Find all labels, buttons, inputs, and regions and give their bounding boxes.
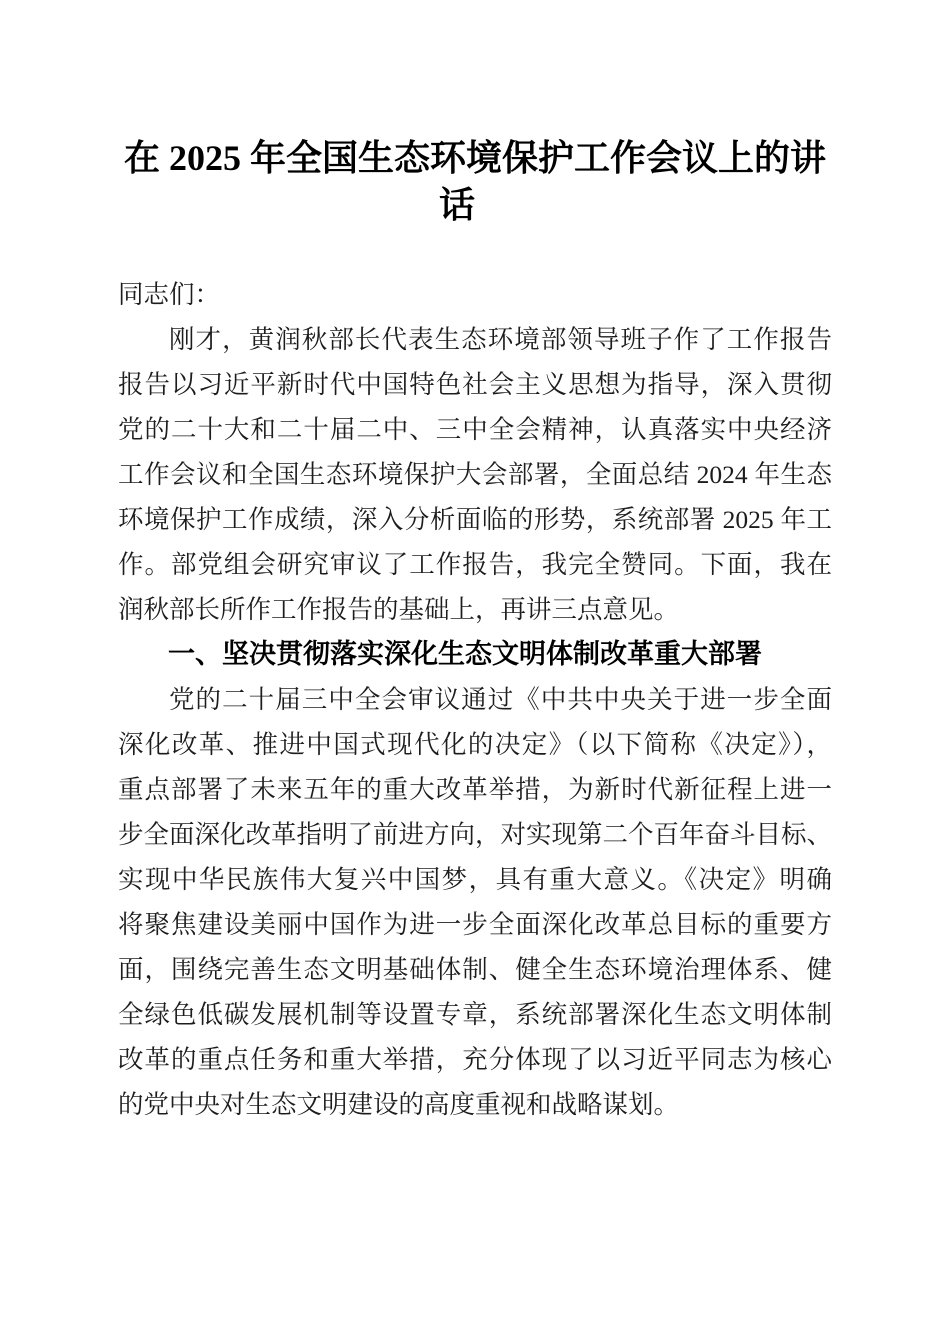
title-line: 在 2025 年全国生态环境保护工作会议上的讲 bbox=[123, 138, 826, 178]
body-line: 润秋部长所作工作报告的基础上，再讲三点意见。 bbox=[118, 595, 680, 624]
body-line: 面，围绕完善生态文明基础体制、健全生态环境治理体系、健 bbox=[118, 955, 832, 984]
document-body bbox=[118, 272, 832, 1127]
body-line: 重点部署了未来五年的重大改革举措，为新时代新征程上进一 bbox=[118, 775, 832, 804]
body-line: 同志们： bbox=[118, 280, 221, 309]
body-line: 的党中央对生态文明建设的高度重视和战略谋划。 bbox=[118, 1090, 680, 1119]
body-line: 实现中华民族伟大复兴中国梦，具有重大意义。《决定》明确 bbox=[118, 865, 832, 894]
body-line: 步全面深化改革指明了前进方向，对实现第二个百年奋斗目标、 bbox=[118, 820, 832, 849]
title-line: 话 bbox=[438, 185, 475, 225]
body-line: 将聚焦建设美丽中国作为进一步全面深化改革总目标的重要方 bbox=[118, 910, 832, 939]
body-line: 党的二十届三中全会审议通过《中共中央关于进一步全面 bbox=[169, 685, 832, 714]
body-line: 党的二十大和二十届二中、三中全会精神，认真落实中央经济 bbox=[118, 415, 832, 444]
body-line: 改革的重点任务和重大举措，充分体现了以习近平同志为核心 bbox=[118, 1045, 832, 1074]
body-line: 刚才，黄润秋部长代表生态环境部领导班子作了工作报告 bbox=[169, 325, 832, 354]
body-line: 全绿色低碳发展机制等设置专章，系统部署深化生态文明体制 bbox=[118, 1000, 832, 1029]
section-heading: 一、坚决贯彻落实深化生态文明体制改革重大部署 bbox=[168, 639, 762, 669]
body-line: 作。部党组会研究审议了工作报告，我完全赞同。下面，我在 bbox=[118, 550, 832, 579]
body-line: 环境保护工作成绩，深入分析面临的形势，系统部署 2025 年工 bbox=[118, 505, 832, 534]
body-line: 报告以习近平新时代中国特色社会主义思想为指导，深入贯彻 bbox=[118, 370, 832, 399]
body-line: 深化改革、推进中国式现代化的决定》（以下简称《决定》）， bbox=[118, 730, 832, 759]
body-line: 工作会议和全国生态环境保护大会部署，全面总结 2024 年生态 bbox=[118, 460, 832, 489]
document-title bbox=[118, 135, 832, 229]
